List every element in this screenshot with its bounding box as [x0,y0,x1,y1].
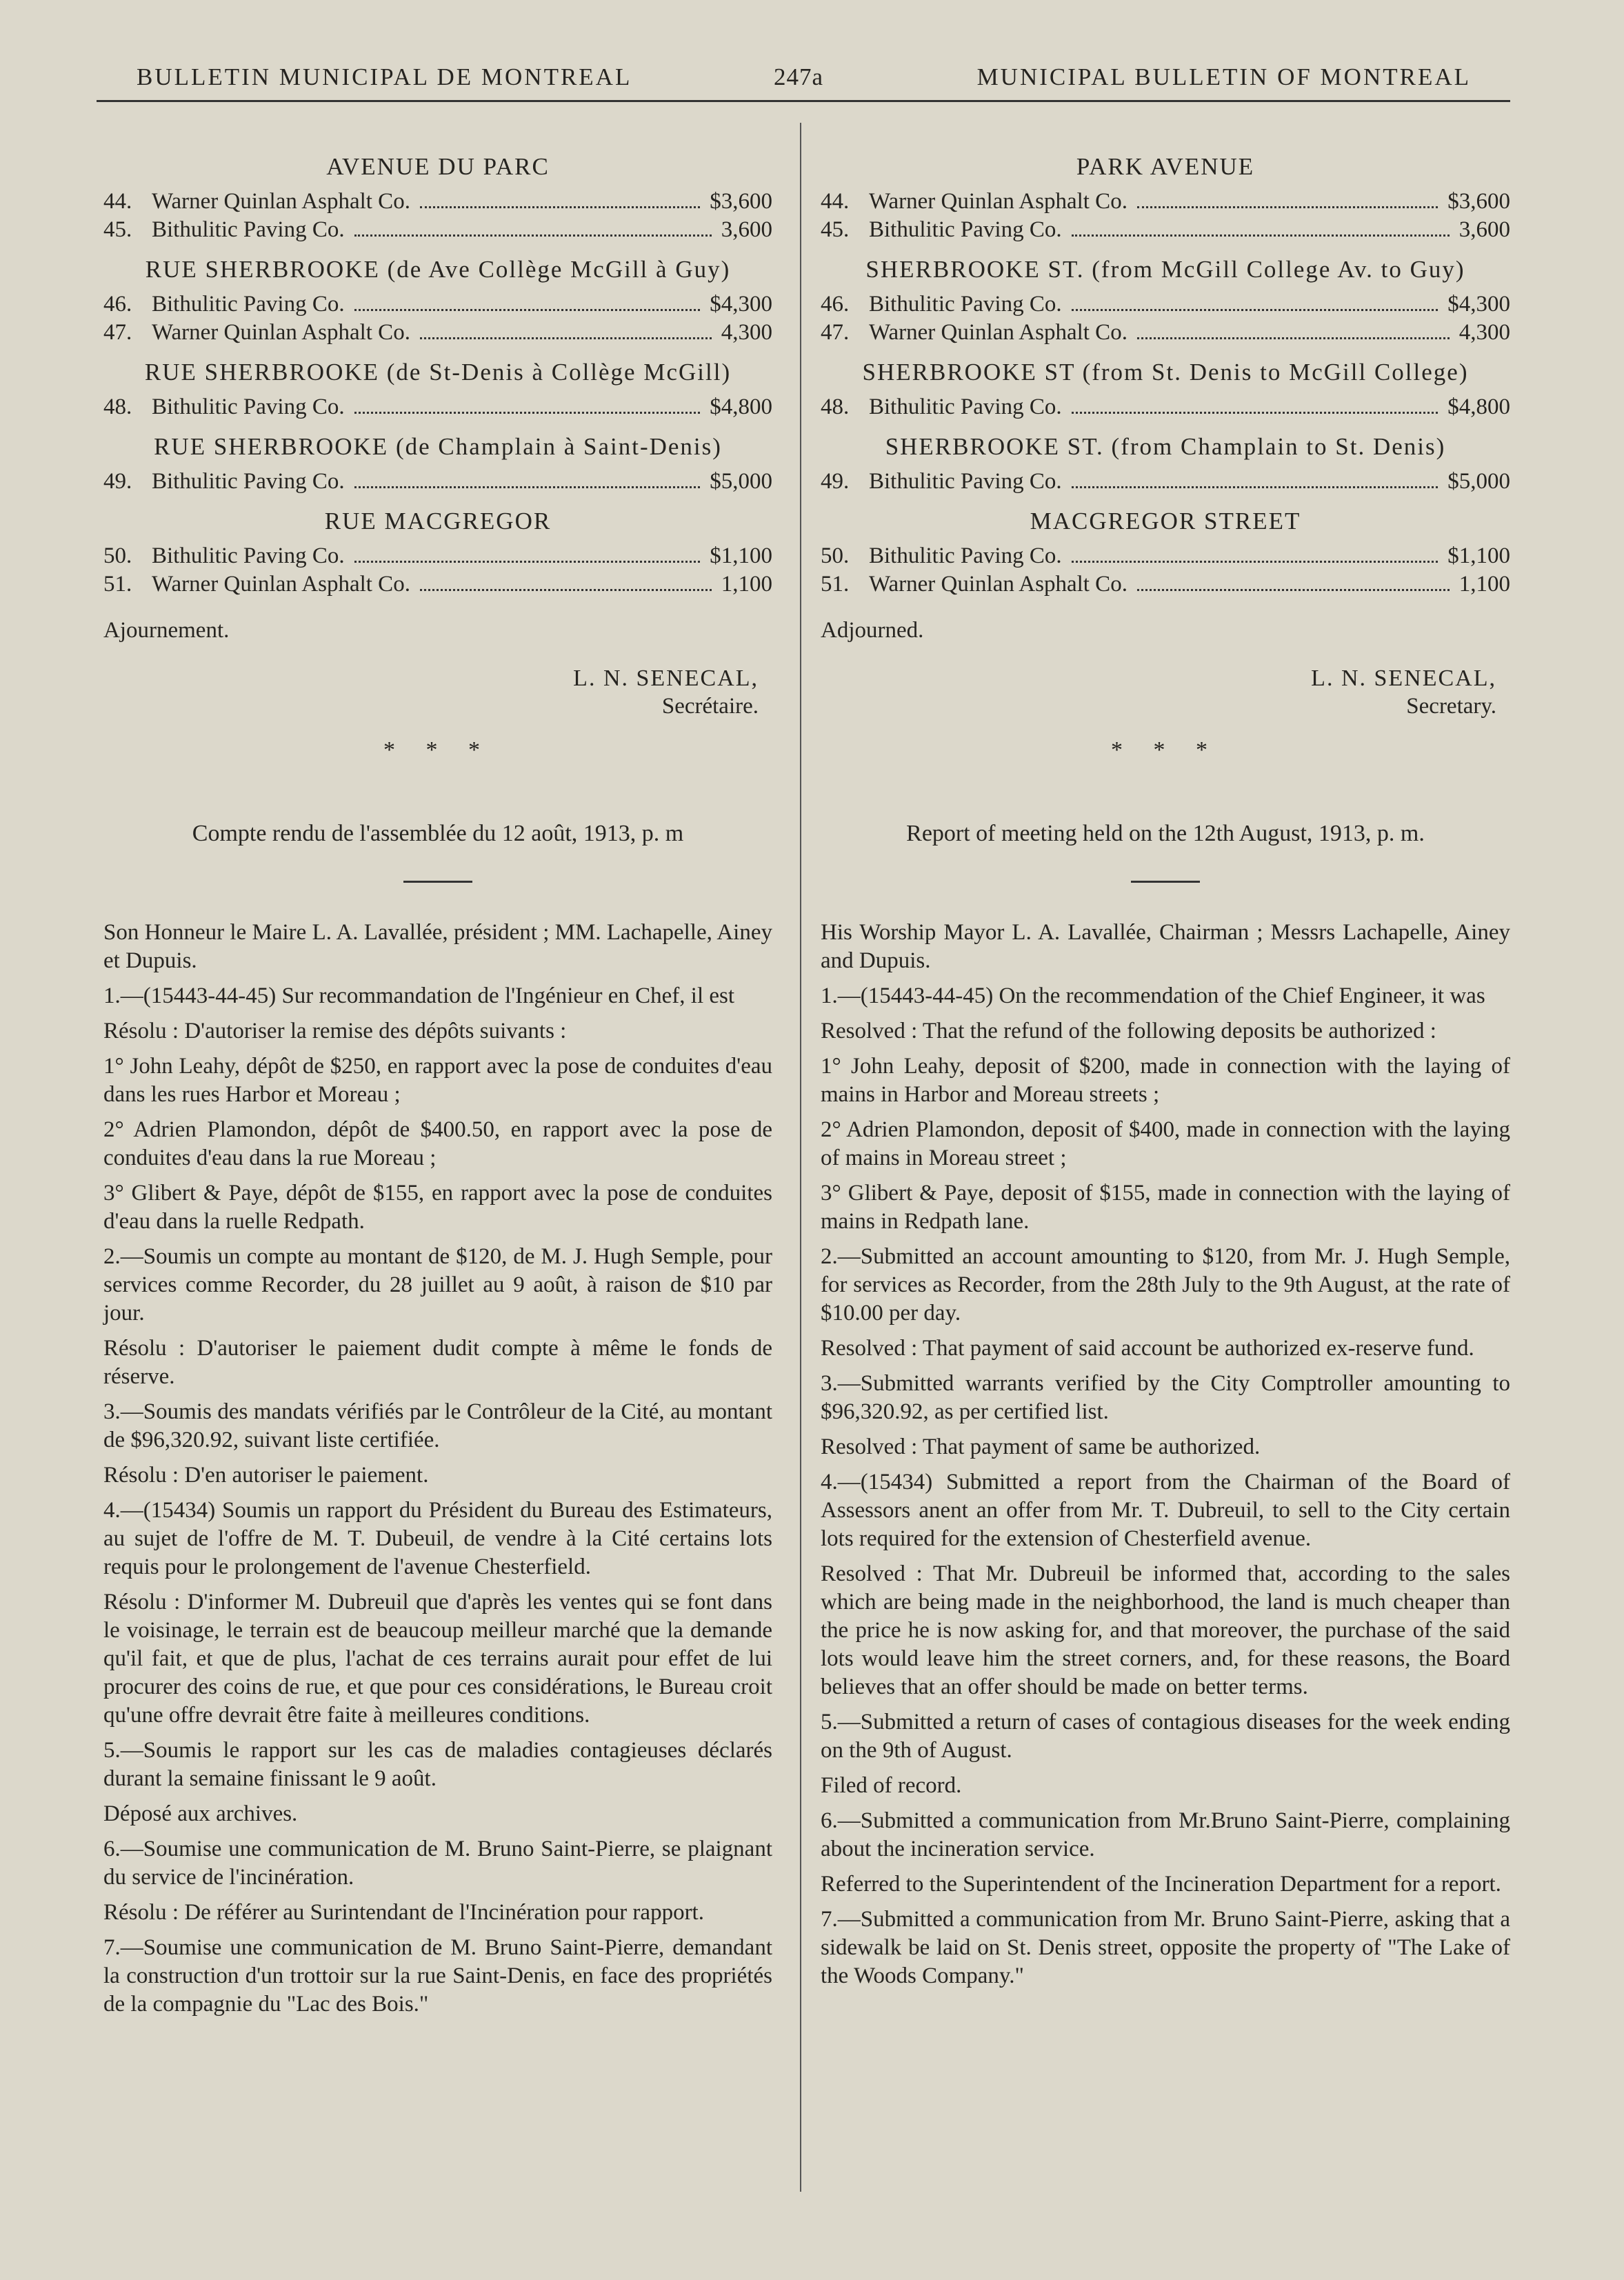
bid-company: Warner Quinlan Asphalt Co. [869,572,1127,597]
minutes-paragraph: 1° John Leahy, dépôt de $250, en rapport avec la pose de conduites d'eau dans les rues Harbor et Moreau ; [103,1054,772,1107]
minutes-paragraph: Filed of record. [821,1773,962,1798]
signature-block [821,664,1510,721]
signature-name: L. N. SENECAL, [1311,666,1496,691]
bid-row [821,188,1510,216]
minutes-paragraph: 1.—(15443-44-45) Sur recommandation de l'Ingénieur en Chef, il est [103,983,735,1008]
dot-leader [420,337,712,339]
header-rule [97,100,1510,102]
bid-row [103,393,772,421]
bid-row [103,570,772,599]
short-rule [403,881,472,883]
minutes-paragraph: 2° Adrien Plamondon, dépôt de $400.50, en rapport avec la pose de conduites d'eau dans la rue Moreau ; [103,1117,772,1170]
bid-number: 47. [103,320,132,345]
section-title: RUE SHERBROOKE (de Champlain à Saint-Denis) [154,433,722,460]
page-number: 247a [774,63,824,90]
bid-amount: $3,600 [710,189,772,214]
minutes-paragraph: 1° John Leahy, deposit of $200, made in connection with the laying of mains in Harbor and Moreau streets ; [821,1054,1510,1107]
bid-amount: $4,800 [1447,394,1510,419]
header-english-title: MUNICIPAL BULLETIN OF MONTREAL [976,63,1471,90]
bid-row [821,290,1510,319]
minutes-paragraph: 4.—(15434) Soumis un rapport du Président du Bureau des Estimateurs, au sujet de l'offre de M. T. Dubeuil, de vendre à la Cité certains lots requis pour le prolongement de l'avenue Chesterfield. [103,1498,772,1579]
bid-amount: $5,000 [710,469,772,494]
bid-row [103,319,772,347]
dot-leader [354,309,701,311]
section-stars: * * * [383,737,492,763]
bid-company: Bithulitic Paving Co. [869,469,1062,494]
section-title: PARK AVENUE [1076,153,1255,180]
minutes-paragraph: 6.—Soumise une communication de M. Bruno Saint-Pierre, se plaignant du service de l'incinération. [103,1837,772,1890]
bid-number: 51. [103,572,132,597]
bid-company: Bithulitic Paving Co. [152,292,345,317]
dot-leader [1137,589,1450,591]
bid-company: Warner Quinlan Asphalt Co. [869,320,1127,345]
dot-leader [420,589,712,591]
bid-number: 49. [821,469,850,494]
bid-number: 46. [821,292,850,317]
french-column [103,141,772,2026]
bid-amount: $3,600 [1447,189,1510,214]
section-title: RUE MACGREGOR [324,508,552,534]
bid-amount: $5,000 [1447,469,1510,494]
minutes-paragraph: 4.—(15434) Submitted a report from the Chairman of the Board of Assessors anent an offer from Mr. T. Dubreuil, to sell to the City certain lots required for the extension of Chesterfield avenue. [821,1470,1510,1551]
bid-company: Warner Quinlan Asphalt Co. [869,189,1127,214]
signature-title: Secretary. [1406,694,1496,719]
dot-leader [1137,206,1438,208]
minutes-paragraph: His Worship Mayor L. A. Lavallée, Chairman ; Messrs Lachapelle, Ainey and Dupuis. [821,920,1510,973]
header-french-title: BULLETIN MUNICIPAL DE MONTREAL [137,63,632,90]
minutes-paragraph: 3° Glibert & Paye, dépôt de $155, en rapport avec la pose de conduites d'eau dans la ruelle Redpath. [103,1181,772,1234]
minutes-paragraph: 5.—Soumis le rapport sur les cas de maladies contagieuses déclarés durant la semaine finissant le 9 août. [103,1738,772,1791]
bid-number: 44. [821,189,850,214]
dot-leader [354,234,712,237]
minutes-paragraph: 3° Glibert & Paye, deposit of $155, made in connection with the laying of mains in Redpath lane. [821,1181,1510,1234]
minutes-paragraph: 7.—Submitted a communication from Mr. Bruno Saint-Pierre, asking that a sidewalk be laid on St. Denis street, opposite the property of "The Lake of the Woods Company." [821,1907,1510,1988]
short-rule [1131,881,1200,883]
bid-amount: 1,100 [721,572,772,597]
bid-row [103,468,772,496]
bid-amount: $1,100 [1447,543,1510,568]
bid-company: Bithulitic Paving Co. [869,292,1062,317]
section-title: RUE SHERBROOKE (de St-Denis à Collège McGill) [144,359,732,386]
bid-row [103,542,772,570]
bid-amount: $1,100 [710,543,772,568]
bid-row [821,393,1510,421]
bid-company: Bithulitic Paving Co. [152,543,345,568]
bid-amount: 1,100 [1458,572,1510,597]
minutes-paragraph: 2° Adrien Plamondon, deposit of $400, made in connection with the laying of mains in Moreau street ; [821,1117,1510,1170]
dot-leader [1072,486,1438,488]
bid-number: 45. [821,217,850,242]
signature-name: L. N. SENECAL, [573,666,759,691]
minutes-paragraph: 6.—Submitted a communication from Mr.Bruno Saint-Pierre, complaining about the incineration service. [821,1808,1510,1861]
dot-leader [1072,309,1438,311]
minutes-paragraph: 7.—Soumise une communication de M. Bruno Saint-Pierre, demandant la construction d'un trottoir sur la rue Saint-Denis, en face des propriétés de la compagnie du "Lac des Bois." [103,1935,772,2017]
signature-title: Secrétaire. [661,694,759,719]
bid-company: Bithulitic Paving Co. [869,543,1062,568]
minutes-paragraph: 3.—Submitted warrants verified by the City Comptroller amounting to $96,320.92, as per certified list. [821,1371,1510,1424]
bid-number: 48. [103,394,132,419]
bid-row [103,290,772,319]
bid-number: 46. [103,292,132,317]
bid-company: Bithulitic Paving Co. [152,394,345,419]
bid-number: 50. [821,543,850,568]
minutes-paragraph: 2.—Soumis un compte au montant de $120, de M. J. Hugh Semple, pour services comme Recorder, du 28 juillet au 9 août, à raison de $10 par jour. [103,1244,772,1326]
column-divider [800,123,801,2192]
minutes-paragraph: Resolved : That payment of said account be authorized ex-reserve fund. [821,1336,1474,1361]
bid-company: Warner Quinlan Asphalt Co. [152,572,410,597]
section-stars: * * * [1111,737,1220,763]
minutes-paragraph: Resolved : That the refund of the following deposits be authorized : [821,1019,1436,1043]
adjournment: Ajournement. [103,618,230,643]
section-title: SHERBROOKE ST. (from Champlain to St. Denis) [885,433,1446,460]
bid-amount: $4,300 [1447,292,1510,317]
minutes-paragraph: Résolu : D'en autoriser le paiement. [103,1463,429,1488]
section-title: SHERBROOKE ST (from St. Denis to McGill College) [862,359,1469,386]
bid-row [103,216,772,244]
minutes-paragraph: Resolved : That payment of same be authorized. [821,1434,1261,1459]
signature-block [103,664,772,721]
dot-leader [420,206,700,208]
dot-leader [354,486,701,488]
english-column [821,141,1510,1997]
bid-company: Bithulitic Paving Co. [152,217,345,242]
bid-amount: $4,300 [710,292,772,317]
bid-company: Warner Quinlan Asphalt Co. [152,189,410,214]
dot-leader [354,561,701,563]
minutes-paragraph: Déposé aux archives. [103,1801,298,1826]
minutes-paragraph: 5.—Submitted a return of cases of contagious diseases for the week ending on the 9th of August. [821,1710,1510,1763]
bid-row [821,570,1510,599]
adjournment: Adjourned. [821,618,924,643]
meeting-report-title: Compte rendu de l'assemblée du 12 août, 1913, p. m [192,821,684,846]
bid-number: 44. [103,189,132,214]
dot-leader [354,412,701,414]
bid-row [103,188,772,216]
bid-number: 49. [103,469,132,494]
section-title: AVENUE DU PARC [326,153,550,180]
bid-company: Warner Quinlan Asphalt Co. [152,320,410,345]
minutes-paragraph: Son Honneur le Maire L. A. Lavallée, président ; MM. Lachapelle, Ainey et Dupuis. [103,920,772,973]
bid-number: 51. [821,572,850,597]
section-title: RUE SHERBROOKE (de Ave Collège McGill à Guy) [145,256,731,283]
dot-leader [1137,337,1450,339]
bid-amount: 3,600 [721,217,772,242]
bid-amount: 3,600 [1458,217,1510,242]
bid-amount: $4,800 [710,394,772,419]
bid-amount: 4,300 [1458,320,1510,345]
bid-row [821,542,1510,570]
minutes-paragraph: 1.—(15443-44-45) On the recommendation of the Chief Engineer, it was [821,983,1485,1008]
bid-number: 50. [103,543,132,568]
dot-leader [1072,234,1450,237]
bid-number: 47. [821,320,850,345]
bid-number: 45. [103,217,132,242]
minutes-paragraph: Résolu : D'informer M. Dubreuil que d'après les ventes qui se font dans le voisinage, le terrain est de beaucoup meilleur marché que la demande qu'il fait, et que de plus, l'achat de ces terrains aurait pour effet de lui procurer des coins de rue, et que pour ces considérations, le Bureau croit qu'une offre devrait être faite à meilleures conditions. [103,1590,772,1728]
bid-company: Bithulitic Paving Co. [869,394,1062,419]
dot-leader [1072,561,1438,563]
dot-leader [1072,412,1438,414]
meeting-report-title: Report of meeting held on the 12th August, 1913, p. m. [906,821,1425,846]
bid-number: 48. [821,394,850,419]
section-title: MACGREGOR STREET [1030,508,1301,534]
bid-amount: 4,300 [721,320,772,345]
bid-company: Bithulitic Paving Co. [869,217,1062,242]
section-title: SHERBROOKE ST. (from McGill College Av. to Guy) [865,256,1465,283]
bid-row [821,216,1510,244]
minutes-paragraph: Résolu : D'autoriser la remise des dépôts suivants : [103,1019,567,1043]
minutes-paragraph: 3.—Soumis des mandats vérifiés par le Contrôleur de la Cité, au montant de $96,320.92, suivant liste certifiée. [103,1399,772,1452]
minutes-paragraph: Resolved : That Mr. Dubreuil be informed that, according to the sales which are being made in the neighborhood, the land is much cheaper than the price he is now asking for, and that moreover, the purchase of the said lots would leave him the street corners, and, for these reasons, the Board believes that an offer should be made on better terms. [821,1561,1510,1699]
minutes-paragraph: 2.—Submitted an account amounting to $120, from Mr. J. Hugh Semple, for services as Recorder, from the 28th July to the 9th August, at the rate of $10.00 per day. [821,1244,1510,1326]
bid-row [821,319,1510,347]
bid-row [821,468,1510,496]
minutes-paragraph: Résolu : De référer au Surintendant de l'Incinération pour rapport. [103,1900,704,1925]
minutes-paragraph: Referred to the Superintendent of the Incineration Department for a report. [821,1872,1501,1897]
bid-company: Bithulitic Paving Co. [152,469,345,494]
minutes-paragraph: Résolu : D'autoriser le paiement dudit compte à même le fonds de réserve. [103,1336,772,1389]
